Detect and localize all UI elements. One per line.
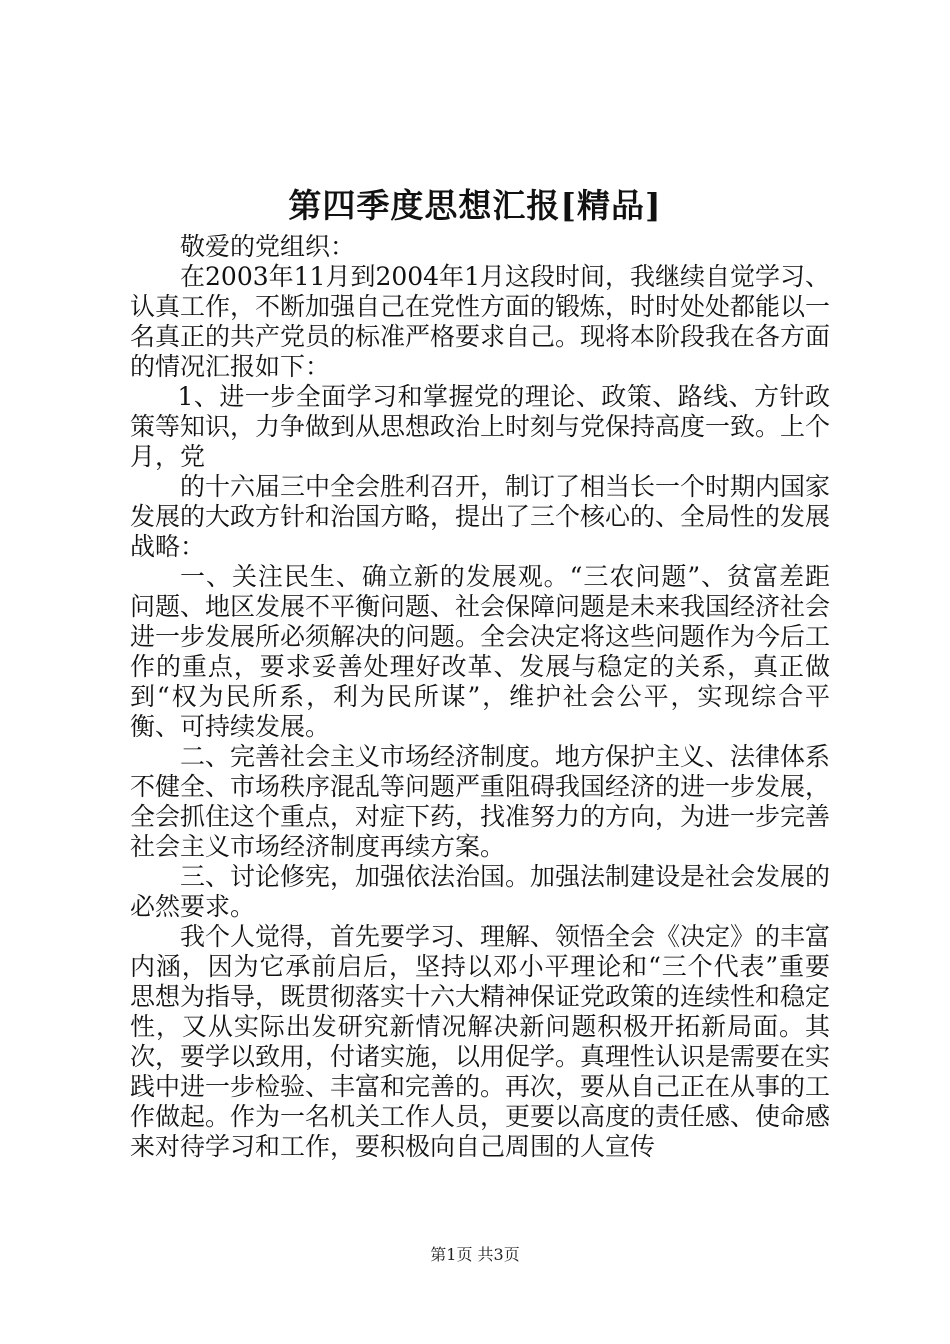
document-title: 第四季度思想汇报[精品] [288,186,662,225]
page-number-footer: 第1页 共3页 [430,1245,520,1264]
strategy-two-paragraph: 二、完善社会主义市场经济制度。地方保护主义、法律体系不健全、市场秩序混乱等问题严重阻碍我国经济的进一步发展，全会抓住这个重点，对症下药，找准努力的方向，为进一步完善社会主义市场经济制度再续方案。 [130,742,831,861]
document-body [130,232,830,1162]
salutation-paragraph: 敬爱的党组织： [180,232,356,261]
point-one-paragraph: 1、进一步全面学习和掌握党的理论、政策、路线、方针政策等知识，力争做到从思想政治上时刻与党保持高度一致。上个月，党 [130,382,831,471]
strategy-three-paragraph: 三、讨论修宪，加强依法治国。加强法制建设是社会发展的必然要求。 [130,862,831,921]
strategy-one-paragraph: 一、关注民生、确立新的发展观。“三农问题”、贫富差距问题、地区发展不平衡问题、社会保障问题是未来我国经济社会进一步发展所必须解决的问题。全会决定将这些问题作为今后工作的重点，要求妥善处理好改革、发展与稳定的关系，真正做到“权为民所系，利为民所谋”，维护社会公平，实现综合平衡、可持续发展。 [130,562,831,741]
intro-paragraph: 在2003年11月到2004年1月这段时间，我继续自觉学习、认真工作，不断加强自己在党性方面的锻炼，时时处处都能以一名真正的共产党员的标准严格要求自己。现将本阶段我在各方面的情况汇报如下： [130,262,831,381]
plenum-paragraph: 的十六届三中全会胜利召开，制订了相当长一个时期内国家发展的大政方针和治国方略，提出了三个核心的、全局性的发展战略： [130,472,831,561]
personal-view-paragraph: 我个人觉得，首先要学习、理解、领悟全会《决定》的丰富内涵，因为它承前启后，坚持以邓小平理论和“三个代表”重要思想为指导，既贯彻落实十六大精神保证党政策的连续性和稳定性，又从实际出发研究新情况解决新问题积极开拓新局面。其次，要学以致用，付诸实施，以用促学。真理性认识是需要在实践中进一步检验、丰富和完善的。再次，要从自己正在从事的工作做起。作为一名机关工作人员，更要以高度的责任感、使命感来对待学习和工作，要积极向自己周围的人宣传 [130,922,831,1161]
